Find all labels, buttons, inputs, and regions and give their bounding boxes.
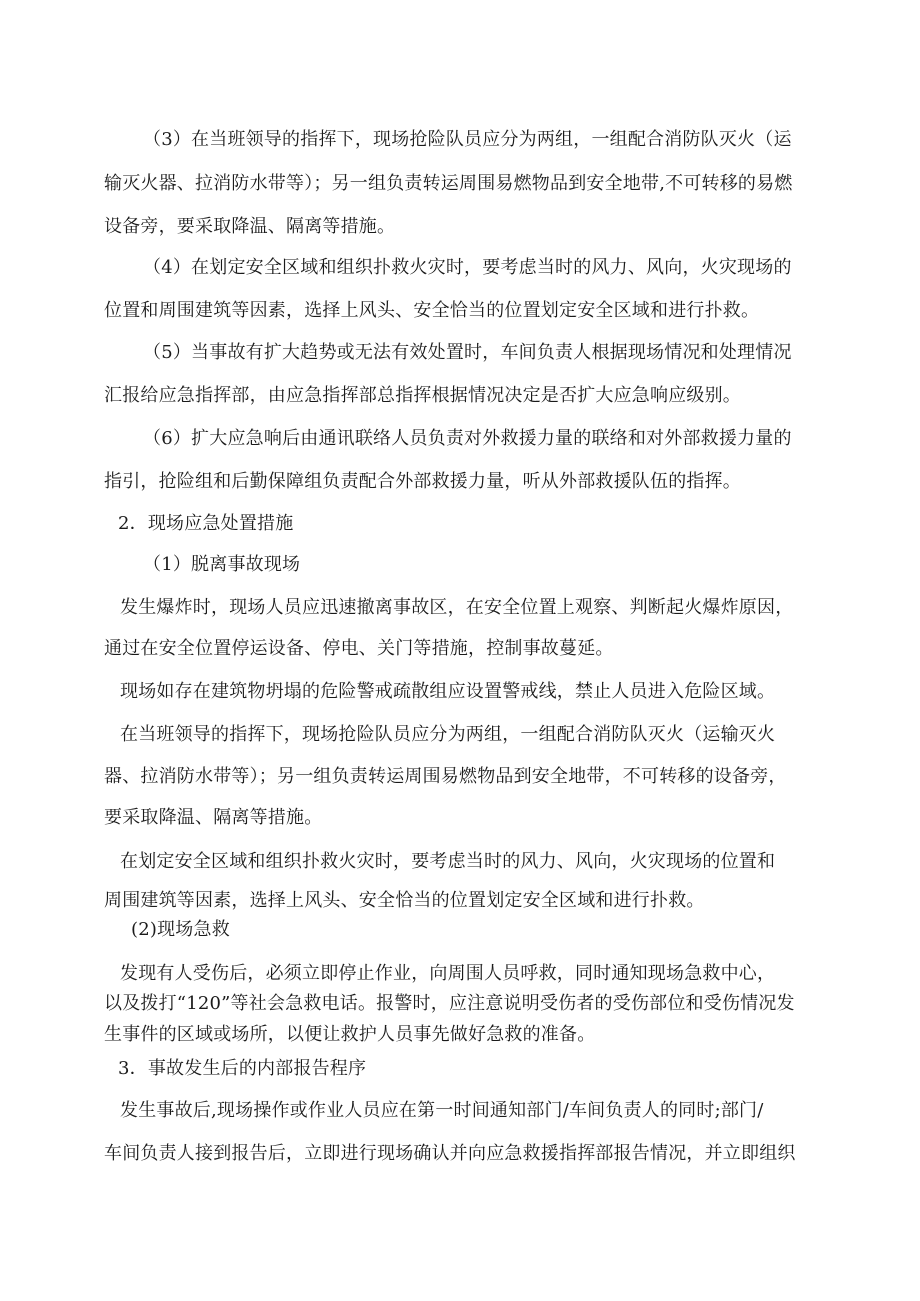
text-line: 在划定安全区域和组织扑救火灾时，要考虑当时的风力、风向，火灾现场的位置和: [120, 851, 776, 872]
text-line: 车间负责人接到报告后，立即进行现场确认并向应急救援指挥部报告情况，并立即组织: [104, 1143, 796, 1164]
text-line: 发现有人受伤后，必须立即停止作业，向周围人员呼救，同时通知现场急救中心，: [120, 963, 776, 984]
text-line: 生事件的区域或场所，以便让救护人员事先做好急救的准备。: [104, 1024, 596, 1045]
heading-text: 2．现场应急处置措施: [118, 513, 294, 534]
text-line: 现场如存在建筑物坍塌的危险警戒疏散组应设置警戒线，禁止人员进入危险区域。: [120, 681, 776, 702]
text-line: 要采取降温、隔离等措施。: [104, 807, 323, 828]
text-line: 输灭火器、拉消防水带等）；另一组负责转运周围易燃物品到安全地带,不可转移的易燃: [104, 173, 793, 194]
text-line: （5）当事故有扩大趋势或无法有效处置时，车间负责人根据现场情况和处理情况: [143, 342, 792, 363]
text-line: 通过在安全位置停运设备、停电、关门等措施，控制事故蔓延。: [104, 638, 614, 659]
text-line: （6）扩大应急响后由通讯联络人员负责对外救援力量的联络和对外部救援力量的: [143, 428, 792, 449]
text-line: 以及拨打“120”等社会急救电话。报警时，应注意说明受伤者的受伤部位和受伤情况发: [104, 993, 795, 1014]
text-line: （4）在划定安全区域和组织扑救火灾时，要考虑当时的风力、风向，火灾现场的: [143, 257, 792, 278]
text-line: （3）在当班领导的指挥下，现场抢险队员应分为两组，一组配合消防队灭火（运: [143, 129, 792, 150]
text-line: 发生事故后,现场操作或作业人员应在第一时间通知部门/车间负责人的同时;部门/: [120, 1100, 764, 1121]
text-line: 在当班领导的指挥下，现场抢险队员应分为两组，一组配合消防队灭火（运输灭火: [120, 724, 776, 745]
text-line: 周围建筑等因素，选择上风头、安全恰当的位置划定安全区域和进行扑救。: [104, 890, 705, 911]
text-line: 位置和周围建筑等因素，选择上风头、安全恰当的位置划定安全区域和进行扑救。: [104, 300, 760, 321]
text-line: 汇报给应急指挥部，由应急指挥部总指挥根据情况决定是否扩大应急响应级别。: [104, 385, 741, 406]
heading-text: (2)现场急救: [131, 919, 230, 940]
heading-text: 3．事故发生后的内部报告程序: [118, 1058, 367, 1079]
text-line: 设备旁，要采取降温、隔离等措施。: [104, 216, 396, 237]
heading-text: （1）脱离事故现场: [143, 554, 301, 575]
text-line: 指引，抢险组和后勤保障组负责配合外部救援力量，听从外部救援队伍的指挥。: [104, 471, 741, 492]
text-line: 发生爆炸时，现场人员应迅速撤离事故区，在安全位置上观察、判断起火爆炸原因，: [120, 597, 794, 618]
text-line: 器、拉消防水带等）；另一组负责转运周围易燃物品到安全地带，不可转移的设备旁，: [104, 766, 787, 787]
